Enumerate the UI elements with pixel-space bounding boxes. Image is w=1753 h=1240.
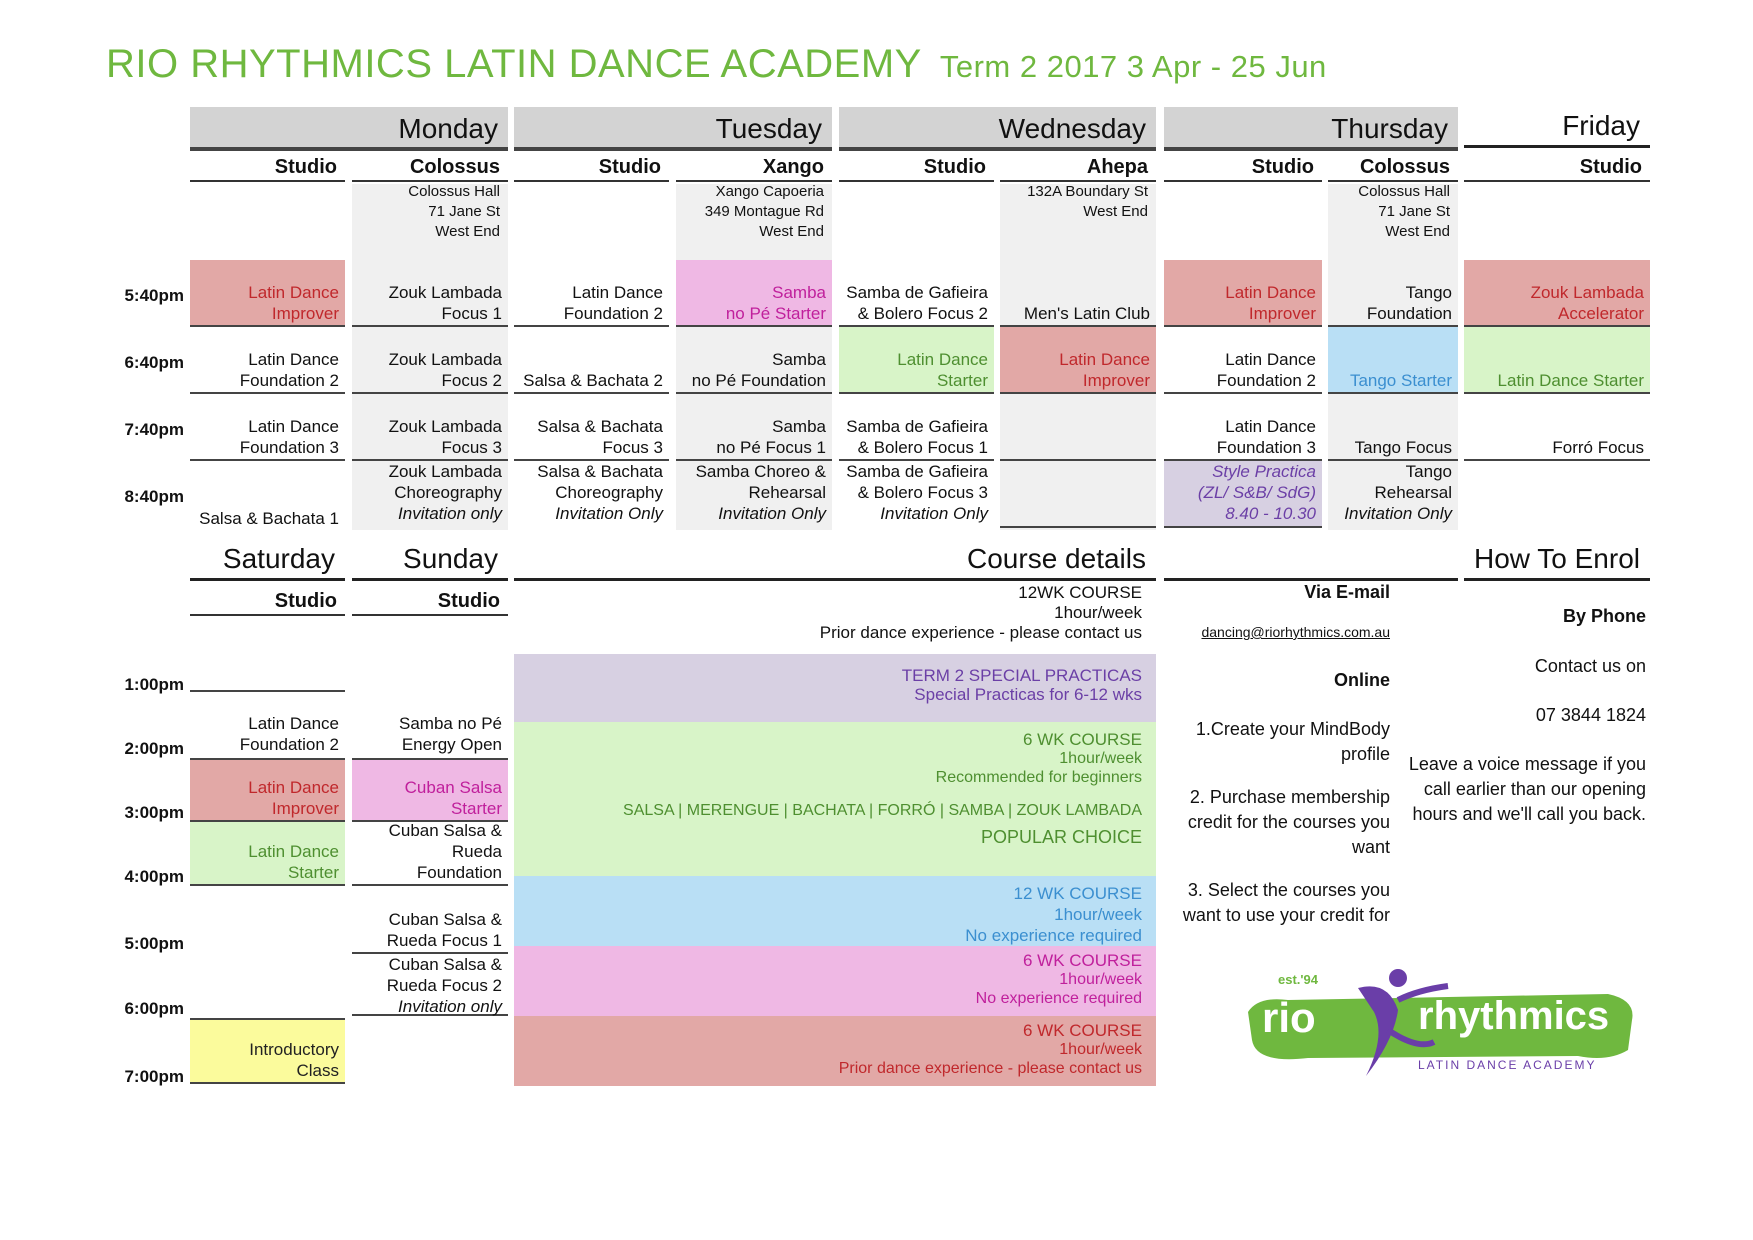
academy-name: RIO RHYTHMICS LATIN DANCE ACADEMY bbox=[106, 42, 922, 86]
time-label: 8:40pm bbox=[124, 487, 184, 506]
invitation-note: Invitation only bbox=[398, 504, 502, 523]
enrol-step: 1.Create your MindBody profile bbox=[1195, 719, 1390, 764]
class-name: Salsa & Bachata Choreography bbox=[537, 462, 663, 502]
rio-rhythmics-logo bbox=[1248, 960, 1638, 1084]
contact-label: Contact us on bbox=[1534, 656, 1646, 676]
band-line: 1hour/week bbox=[1054, 905, 1142, 924]
course-band-practicas bbox=[514, 654, 1156, 722]
class-cell[interactable]: Tango Foundation bbox=[1328, 260, 1458, 327]
band-styles: SALSA | MERENGUE | BACHATA | FORRÓ | SAMBA | ZOUK LAMBADA bbox=[623, 802, 1142, 819]
invitation-note: Invitation Only bbox=[1344, 504, 1452, 523]
invitation-note: Invitation Only bbox=[718, 504, 826, 523]
class-cell[interactable]: Forró Focus bbox=[1464, 394, 1650, 461]
class-cell[interactable]: Samba no Pé Focus 1 bbox=[676, 394, 832, 461]
class-cell[interactable] bbox=[352, 461, 508, 530]
course-band-blue bbox=[514, 876, 1156, 946]
class-cell[interactable]: Latin Dance Improver bbox=[190, 758, 345, 822]
class-cell-empty bbox=[1000, 461, 1156, 528]
phone-number[interactable]: 07 3844 1824 bbox=[1535, 705, 1646, 725]
email-title: Via E-mail bbox=[1304, 582, 1390, 602]
enrol-step: 3. Select the courses you want to use your credit for bbox=[1182, 880, 1390, 925]
class-cell[interactable]: Latin Dance Improver bbox=[1000, 327, 1156, 394]
class-cell[interactable]: Latin Dance Foundation 3 bbox=[190, 394, 345, 461]
class-cell[interactable]: Cuban Salsa & Rueda Foundation bbox=[352, 822, 508, 886]
band-title: 6 WK COURSE bbox=[1022, 951, 1142, 970]
day-header-sunday: Sunday bbox=[352, 537, 508, 581]
class-cell[interactable]: Samba no Pé Energy Open bbox=[398, 714, 502, 754]
time-label: 5:40pm bbox=[124, 286, 184, 305]
course-band-red bbox=[514, 1016, 1156, 1086]
enrol-divider bbox=[1464, 578, 1650, 581]
class-cell[interactable]: Latin Dance Starter bbox=[190, 822, 345, 886]
course-details-heading: Course details bbox=[514, 537, 1156, 581]
time-label: 7:00pm bbox=[124, 1067, 184, 1086]
day-header-saturday: Saturday bbox=[190, 537, 345, 581]
band-line: 1hour/week bbox=[1059, 750, 1142, 767]
class-cell[interactable]: Tango Focus bbox=[1328, 394, 1458, 461]
page-title bbox=[106, 42, 1327, 87]
class-cell[interactable]: Zouk Lambada Focus 1 bbox=[352, 260, 508, 327]
class-cell[interactable]: Latin Dance Starter bbox=[839, 327, 994, 394]
class-name: Samba Choreo & Rehearsal bbox=[695, 462, 826, 502]
class-cell[interactable]: Introductory Class bbox=[190, 1018, 345, 1084]
time-label: 4:00pm bbox=[124, 867, 184, 886]
course-intro bbox=[514, 583, 1156, 643]
email-link[interactable]: dancing@riorhythmics.com.au bbox=[1201, 624, 1390, 640]
enrol-heading: How To Enrol bbox=[1473, 543, 1640, 574]
class-cell-empty bbox=[190, 682, 345, 692]
venue-header-xango: Xango bbox=[676, 152, 832, 182]
band-line: Recommended for beginners bbox=[935, 769, 1142, 786]
class-name: Cuban Salsa & Rueda Focus 2 bbox=[386, 955, 502, 995]
class-cell[interactable]: Samba de Gafieira & Bolero Focus 1 bbox=[839, 394, 994, 461]
class-cell[interactable]: Samba no Pé Starter bbox=[676, 260, 832, 327]
band-title: 6 WK COURSE bbox=[1022, 730, 1142, 749]
class-cell[interactable] bbox=[839, 461, 994, 530]
class-cell[interactable] bbox=[676, 461, 832, 530]
class-cell[interactable]: Salsa & Bachata 1 bbox=[199, 509, 339, 528]
class-cell[interactable]: Latin Dance Starter bbox=[1464, 327, 1650, 394]
band-line: 1hour/week bbox=[1059, 1041, 1142, 1058]
venue-header-colossus: Colossus bbox=[1328, 152, 1458, 182]
venue-header-studio: Studio bbox=[1164, 152, 1322, 182]
time-label: 7:40pm bbox=[124, 420, 184, 439]
voice-message-note: Leave a voice message if you call earlier than our opening hours and we'll call you back. bbox=[1408, 754, 1646, 824]
time-label: 3:00pm bbox=[124, 803, 184, 822]
class-cell[interactable]: Zouk Lambada Focus 3 bbox=[352, 394, 508, 461]
band-title: 12 WK COURSE bbox=[1013, 884, 1142, 903]
class-cell[interactable]: Salsa & Bachata Focus 3 bbox=[514, 394, 669, 461]
logo-rhythmics: rhythmics bbox=[1418, 994, 1610, 1038]
logo-rio: rio bbox=[1262, 994, 1316, 1041]
invitation-note: Invitation Only bbox=[880, 504, 988, 523]
class-cell-empty bbox=[1000, 394, 1156, 461]
term-dates: Term 2 2017 3 Apr - 25 Jun bbox=[939, 49, 1327, 84]
invitation-note: Invitation only bbox=[398, 997, 502, 1016]
class-name: Samba de Gafieira & Bolero Focus 3 bbox=[846, 462, 988, 502]
class-name: Zouk Lambada Choreography bbox=[388, 462, 502, 502]
venue-header-studio: Studio bbox=[514, 152, 669, 182]
venue-header-ahepa: Ahepa bbox=[1000, 152, 1156, 182]
class-cell[interactable]: Latin Dance Foundation 2 bbox=[239, 714, 339, 754]
band-title: TERM 2 SPECIAL PRACTICAS bbox=[901, 666, 1142, 685]
course-intro-line: 1hour/week bbox=[1054, 603, 1142, 622]
venue-header-studio: Studio bbox=[190, 152, 345, 182]
time-label: 6:40pm bbox=[124, 353, 184, 372]
class-cell[interactable]: Latin Dance Foundation 3 bbox=[1164, 394, 1322, 461]
day-header-friday: Friday bbox=[1464, 104, 1650, 148]
venue-header-colossus: Colossus bbox=[352, 152, 508, 182]
class-cell[interactable]: Zouk Lambada Focus 2 bbox=[352, 327, 508, 394]
day-header-monday: Monday bbox=[190, 107, 508, 151]
class-cell[interactable]: Zouk Lambada Accelerator bbox=[1464, 260, 1650, 327]
class-cell[interactable]: Latin Dance Foundation 2 bbox=[1164, 327, 1322, 394]
venue-address-colossus: Colossus Hall 71 Jane St West End bbox=[408, 183, 500, 240]
logo-tagline: LATIN DANCE ACADEMY bbox=[1418, 1058, 1597, 1072]
invitation-note: Invitation Only bbox=[555, 504, 663, 523]
band-popular: POPULAR CHOICE bbox=[980, 827, 1142, 847]
course-band-pink bbox=[514, 946, 1156, 1016]
phone-title: By Phone bbox=[1562, 606, 1646, 626]
day-header-tuesday: Tuesday bbox=[514, 107, 832, 151]
venue-header-studio: Studio bbox=[839, 152, 994, 182]
course-band-green bbox=[514, 722, 1156, 876]
venue-header-studio: Studio bbox=[1464, 152, 1650, 182]
band-line: Prior dance experience - please contact us bbox=[838, 1060, 1142, 1077]
class-cell[interactable]: Men's Latin Club bbox=[1000, 260, 1156, 327]
class-cell[interactable]: Samba de Gafieira & Bolero Focus 2 bbox=[839, 260, 994, 327]
time-label: 6:00pm bbox=[124, 999, 184, 1018]
day-header-thursday: Thursday bbox=[1164, 107, 1458, 151]
class-cell[interactable]: Tango Starter bbox=[1328, 327, 1458, 394]
band-line: 1hour/week bbox=[1059, 971, 1142, 988]
logo-est: est.'94 bbox=[1278, 972, 1318, 987]
time-label: 1:00pm bbox=[124, 675, 184, 694]
class-cell[interactable]: Latin Dance Foundation 2 bbox=[514, 260, 669, 327]
class-cell[interactable] bbox=[514, 461, 669, 530]
band-title: 6 WK COURSE bbox=[1022, 1021, 1142, 1040]
venue-header-studio: Studio bbox=[352, 586, 508, 616]
class-cell[interactable]: Cuban Salsa & Rueda Focus 1 bbox=[352, 909, 508, 954]
band-line: No experience required bbox=[975, 990, 1142, 1007]
class-cell[interactable]: Latin Dance Improver bbox=[1164, 260, 1322, 327]
time-label: 2:00pm bbox=[124, 739, 184, 758]
venue-header-studio: Studio bbox=[190, 586, 345, 616]
day-header-wednesday: Wednesday bbox=[839, 107, 1156, 151]
class-cell[interactable] bbox=[352, 954, 508, 1016]
class-cell[interactable]: Samba no Pé Foundation bbox=[676, 327, 832, 394]
class-cell[interactable]: Latin Dance Foundation 2 bbox=[190, 327, 345, 394]
band-line: Special Practicas for 6-12 wks bbox=[914, 685, 1142, 704]
class-name: Tango Rehearsal bbox=[1374, 462, 1452, 502]
class-cell[interactable]: Latin Dance Improver bbox=[190, 260, 345, 327]
online-title: Online bbox=[1333, 670, 1390, 690]
time-label: 5:00pm bbox=[124, 934, 184, 953]
venue-address-xango: Xango Capoeria 349 Montague Rd West End bbox=[704, 183, 824, 240]
course-intro-line: Prior dance experience - please contact us bbox=[819, 623, 1142, 642]
online-steps bbox=[1164, 717, 1390, 959]
class-cell[interactable] bbox=[1328, 461, 1458, 530]
dancer-head-icon bbox=[1389, 969, 1407, 987]
venue-address-colossus: Colossus Hall 71 Jane St West End bbox=[1358, 183, 1450, 240]
class-cell[interactable]: Cuban Salsa Starter bbox=[352, 758, 508, 822]
class-cell[interactable]: Salsa & Bachata 2 bbox=[514, 327, 669, 394]
enrol-step: 2. Purchase membership credit for the courses you want bbox=[1187, 787, 1390, 857]
band-line: No experience required bbox=[965, 926, 1142, 945]
course-intro-line: 12WK COURSE bbox=[1018, 583, 1142, 602]
venue-address-ahepa: 132A Boundary St West End bbox=[1027, 183, 1148, 220]
class-cell-practica[interactable]: Style Practica (ZL/ S&B/ SdG) 8.40 - 10.30 bbox=[1164, 461, 1322, 528]
